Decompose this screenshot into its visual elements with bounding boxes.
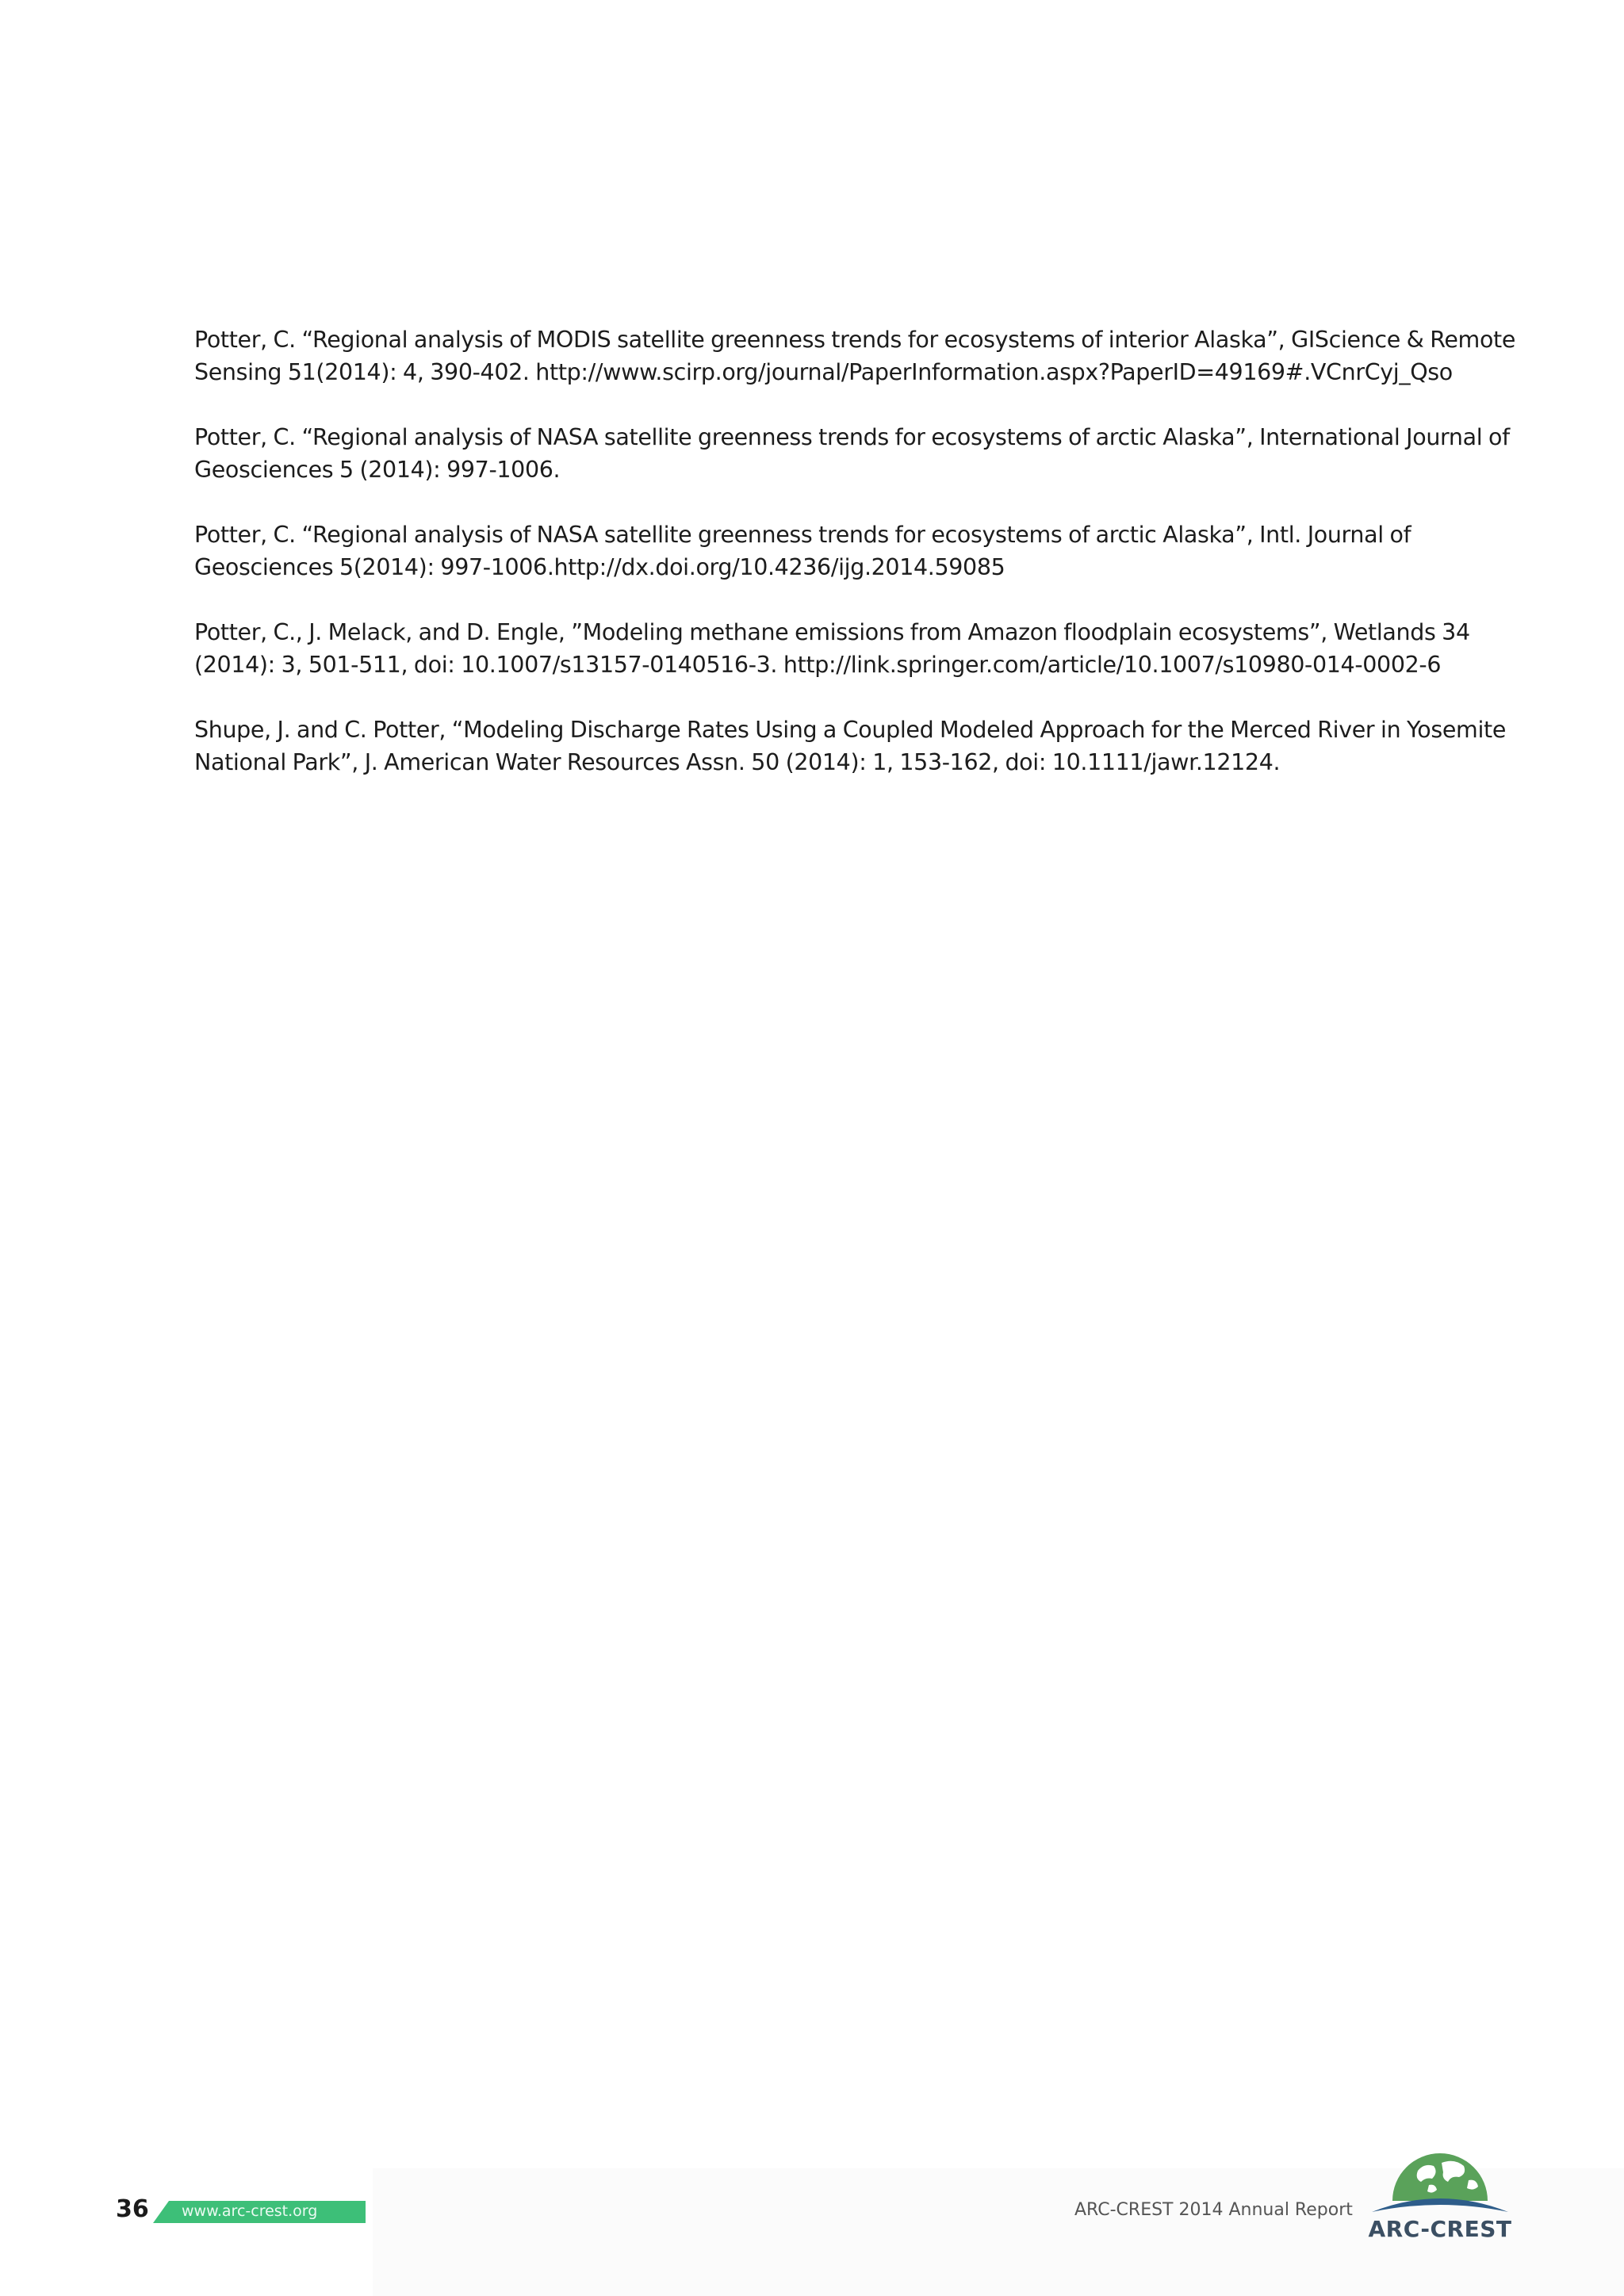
logo-text: ARC-CREST — [1368, 2216, 1512, 2242]
references-list — [194, 323, 1526, 811]
website-link[interactable]: www.arc-crest.org — [182, 2202, 318, 2220]
reference-item: Potter, C. “Regional analysis of NASA satellite greenness trends for ecosystems of arctic Alaska”, International Journal of Geosciences 5 (2014): 997-1006. — [194, 424, 1510, 483]
report-title: ARC-CREST 2014 Annual Report — [1074, 2200, 1353, 2220]
reference-item: Potter, C., J. Melack, and D. Engle, ”Modeling methane emissions from Amazon floodplain ecosystems”, Wetlands 34 (2014): 3, 501-511, doi: 10.1007/s13157-0140516-3. http://link.springer.com/article/10.1007/s10980-014-0002-6 — [194, 619, 1470, 678]
website-banner[interactable] — [153, 2201, 366, 2223]
reference-item: Potter, C. “Regional analysis of NASA satellite greenness trends for ecosystems of arctic Alaska”, Intl. Journal of Geosciences 5(2014): 997-1006.http://dx.doi.org/10.4236/ijg.2014.59085 — [194, 522, 1411, 580]
reference-item: Shupe, J. and C. Potter, “Modeling Discharge Rates Using a Coupled Modeled Approach for the Merced River in Yosemite National Park”, J. American Water Resources Assn. 50 (2014): 1, 153-162, doi: 10.1111/jawr.12124. — [194, 717, 1507, 775]
arc-crest-logo — [1362, 2139, 1518, 2244]
page-number: 36 — [116, 2195, 149, 2223]
globe-icon — [1362, 2139, 1518, 2218]
reference-item: Potter, C. “Regional analysis of MODIS satellite greenness trends for ecosystems of interior Alaska”, GIScience & Remote Sensing 51(2014): 4, 390-402. http://www.scirp.org/journal/PaperInformation.aspx?PaperID=49169#.VCnrCyj_Qso — [194, 327, 1516, 385]
